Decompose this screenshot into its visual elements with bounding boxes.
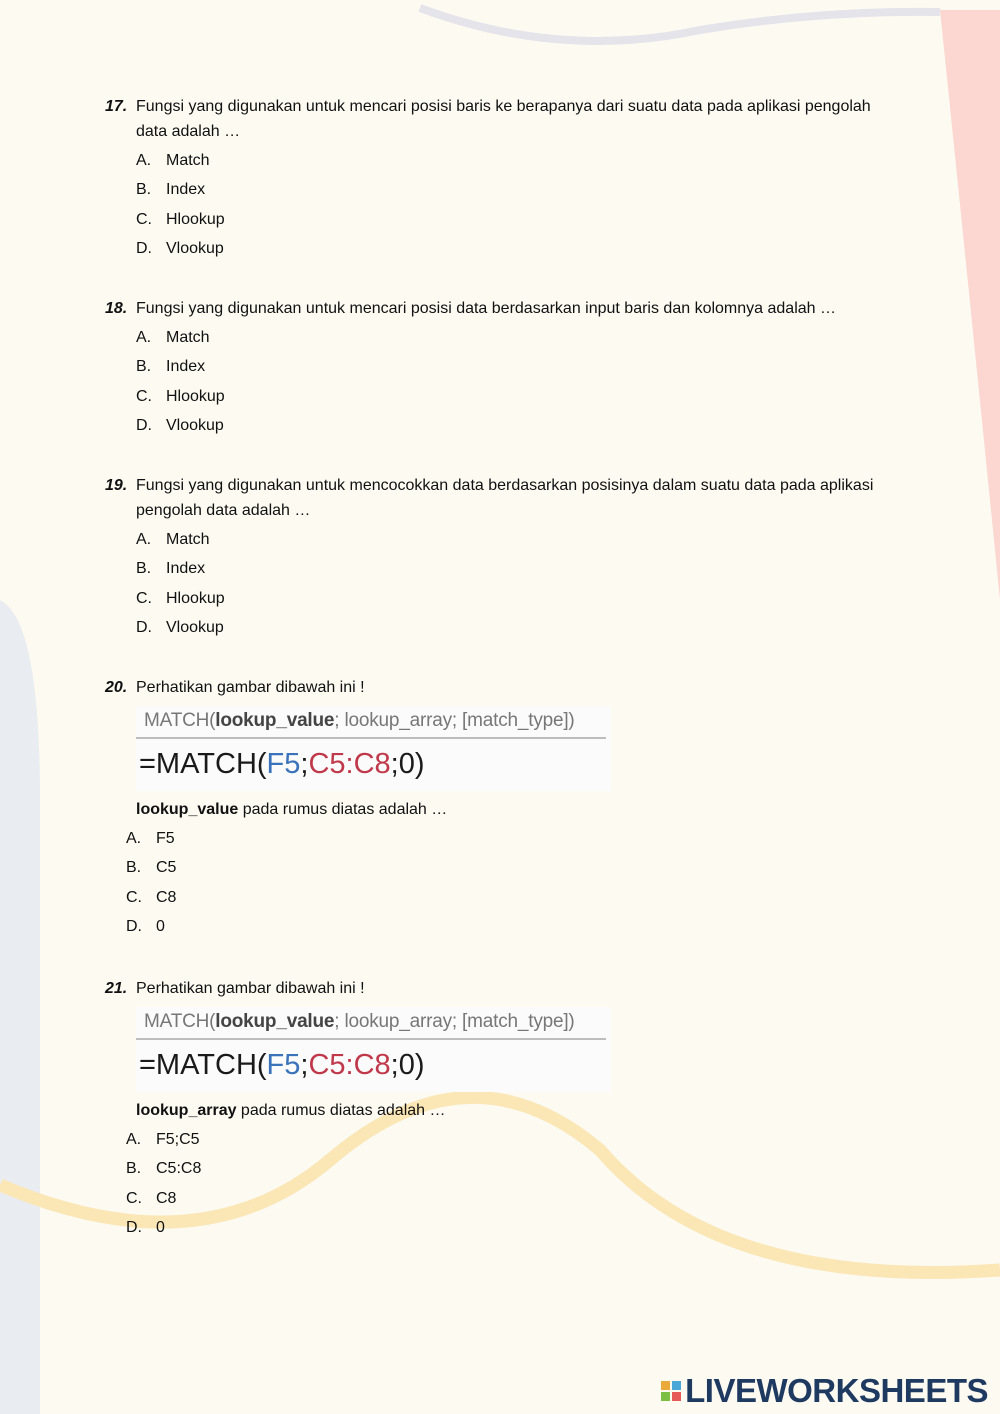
logo-icon [661,1381,681,1401]
question-20 [105,675,885,944]
option-c[interactable]: C. C8 [126,888,177,906]
question-number: 18. [105,300,128,317]
option-b[interactable]: B. Index [136,181,206,199]
formula-image [136,1007,611,1092]
question-text: Fungsi yang digunakan untuk mencari posisi data berdasarkan input baris dan kolomnya adalah … [136,300,836,317]
question-21 [105,976,885,1245]
logo-square [661,1381,670,1390]
formula-text: =MATCH(F5;C5:C8;0) [139,1049,425,1081]
option-c[interactable]: C. Hlookup [136,387,225,405]
option-c[interactable]: C. Hlookup [136,589,225,607]
question-prompt: lookup_value pada rumus diatas adalah … [136,801,448,818]
logo-square [672,1381,681,1390]
formula-image [136,706,611,791]
question-text: Fungsi yang digunakan untuk mencocokkan data berdasarkan posisinya dalam suatu data pada aplikasi pengolah data adalah … [136,477,874,519]
option-b[interactable]: B. Index [136,358,206,376]
option-b[interactable]: B. Index [136,560,206,578]
option-a[interactable]: A. Match [136,152,210,169]
option-d[interactable]: D. 0 [126,1219,165,1237]
logo-square [672,1392,681,1401]
formula-syntax: MATCH(lookup_value; lookup_array; [match_type]) [144,1011,575,1032]
question-number: 19. [105,477,128,494]
question-text: Perhatikan gambar dibawah ini ! [136,980,365,997]
question-prompt: lookup_array pada rumus diatas adalah … [136,1102,446,1119]
question-number: 17. [105,98,128,115]
logo-text: LIVEWORKSHEETS [685,1372,988,1409]
question-number: 20. [105,679,128,696]
option-a[interactable]: A. Match [136,531,210,548]
option-d[interactable]: D. Vlookup [136,240,224,258]
formula-syntax: MATCH(lookup_value; lookup_array; [match_type]) [144,710,575,731]
option-d[interactable]: D. 0 [126,918,165,936]
option-a[interactable]: A. F5;C5 [126,1131,200,1148]
liveworksheets-logo[interactable] [661,1372,988,1410]
option-a[interactable]: A. F5 [126,830,175,847]
question-text: Perhatikan gambar dibawah ini ! [136,679,365,696]
question-number: 21. [105,980,128,997]
option-d[interactable]: D. Vlookup [136,619,224,637]
question-19 [105,473,885,645]
option-c[interactable]: C. Hlookup [136,210,225,228]
formula-text: =MATCH(F5;C5:C8;0) [139,748,425,780]
question-text: Fungsi yang digunakan untuk mencari posisi baris ke berapanya dari suatu data pada aplikasi pengolah data adalah … [136,98,871,140]
option-a[interactable]: A. Match [136,329,210,346]
option-b[interactable]: B. C5 [126,859,177,877]
option-d[interactable]: D. Vlookup [136,417,224,435]
logo-square [661,1392,670,1401]
question-17 [105,94,885,266]
option-c[interactable]: C. C8 [126,1189,177,1207]
question-18 [105,296,885,443]
option-b[interactable]: B. C5:C8 [126,1160,202,1178]
